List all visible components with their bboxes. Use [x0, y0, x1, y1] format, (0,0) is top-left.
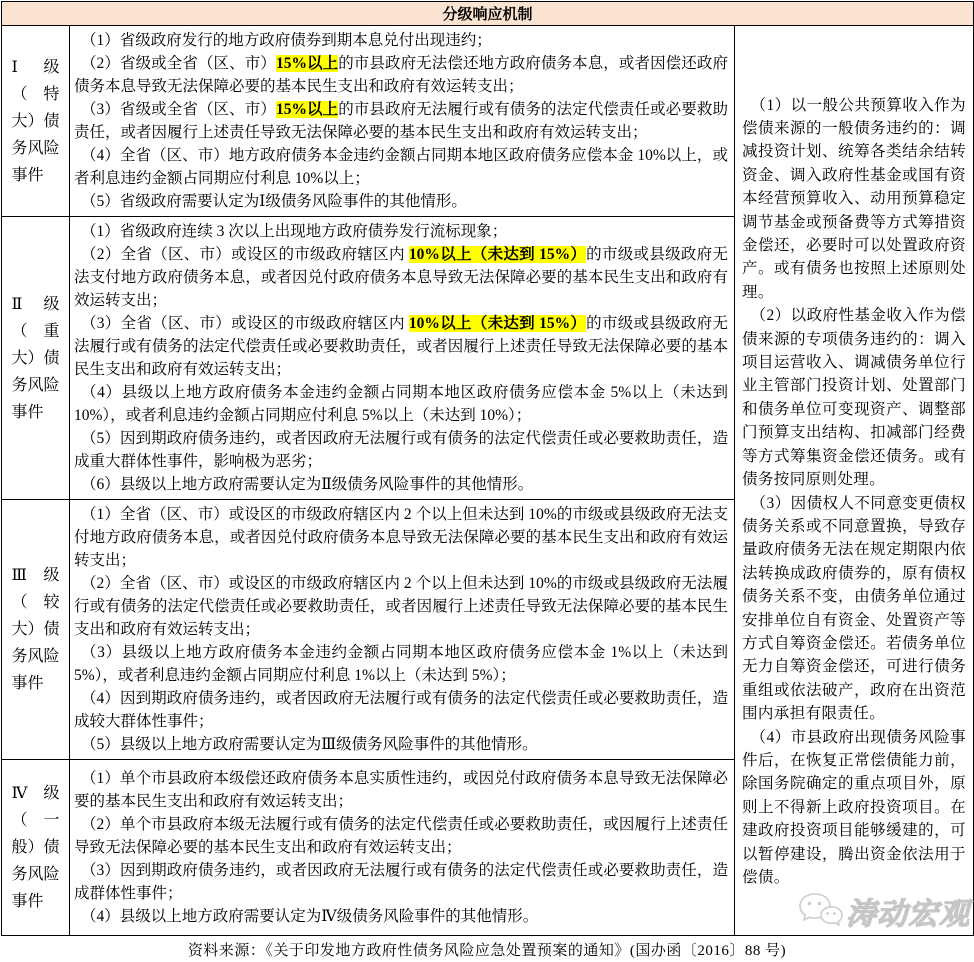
criteria-text: （5）省级政府需要认定为Ⅰ级债务风险事件的其他情形。 [80, 193, 467, 210]
criteria-text: （3）全省（区、市）或设区的市级政府辖区内 [80, 315, 409, 332]
criteria-text: （1）单个市县政府本级偿还政府债务本息实质性违约，或因兑付政府债务本息导致无法保障必要的基本民生支出和政府有效运转支出； [74, 770, 728, 810]
criteria-item [74, 905, 728, 928]
criteria-item [74, 190, 728, 213]
criteria-text: （4）县级以上地方政府需要认定为Ⅳ级债务风险事件的其他情形。 [80, 908, 539, 925]
criteria-cell [70, 217, 735, 500]
criteria-text: （1）省级政府发行的地方政府债券到期本息兑付出现违约； [80, 32, 492, 49]
criteria-text: （6）县级以上地方政府需要认定为Ⅱ级债务风险事件的其他情形。 [80, 476, 534, 493]
criteria-item [74, 733, 728, 756]
disposal-notes-cell [735, 26, 974, 936]
document-page [0, 1, 974, 959]
level-label-cell [2, 760, 70, 936]
criteria-item [74, 98, 728, 144]
criteria-item [74, 767, 728, 813]
criteria-text: （3）因到期政府债务违约，或者因政府无法履行或有债务的法定代偿责任或必要救助责任，造成群体性事件； [74, 862, 728, 902]
criteria-cell [70, 26, 735, 217]
highlighted-threshold: 15%以上 [275, 55, 339, 72]
criteria-cell [70, 760, 735, 936]
criteria-item [74, 243, 728, 312]
criteria-text: （4）县级以上地方政府债务本金违约金额占同期本地区政府债务应偿本金 5%以上（未达到 10%），或者利息违约金额占同期应付利息 5%以上（未达到 10%）； [74, 384, 728, 424]
criteria-text: （5）县级以上地方政府需要认定为Ⅲ级债务风险事件的其他情形。 [80, 736, 538, 753]
table-title: 分级响应机制 [2, 2, 974, 26]
criteria-text: （3）省级或全省（区、市） [80, 101, 276, 118]
criteria-item [74, 381, 728, 427]
criteria-text: （2）单个市县政府本级无法履行或有债务的法定代偿责任或必要救助责任，或因履行上述责任导致无法保障必要的基本民生支出和政府有效运转支出； [74, 816, 728, 856]
criteria-text: （2）全省（区、市）或设区的市级政府辖区内 [80, 246, 409, 263]
level-label: Ⅲ级（较大）债务风险事件 [11, 567, 60, 692]
criteria-item [74, 144, 728, 190]
criteria-item [74, 641, 728, 687]
criteria-item [74, 687, 728, 733]
note-item: （3）因债权人不同意变更债权债务关系或不同意置换，导致存量政府债务无法在规定期限内依法转换成政府债券的，原有债权债务关系不变，由债务单位通过安排单位自有资金、处置资产等方式自筹资金偿还。若债务单位无力自筹资金偿还，可进行债务重组或依法破产，政府在出资范围内承担有限责任。 [742, 494, 967, 723]
highlighted-threshold: 10%以上（未达到 15%） [408, 315, 587, 332]
criteria-text: 的市级或县级政府无法履行或有债务的法定代偿责任或必要救助责任，或者因履行上述责任导致无法保障必要的基本民生支出和政府有效运转支出； [74, 315, 728, 378]
criteria-text: （5）因到期政府债务违约，或者因政府无法履行或有债务的法定代偿责任或必要救助责任，造成重大群体性事件，影响极为恶劣； [74, 430, 728, 470]
level-label: Ⅰ级（特大）债务风险事件 [11, 58, 60, 184]
criteria-cell [70, 500, 735, 760]
criteria-item [74, 312, 728, 381]
graded-response-table [1, 1, 974, 936]
level-label-cell [2, 26, 70, 217]
criteria-text: 的市县政府无法偿还地方政府债务本息，或者因偿还政府债务本息导致无法保障必要的基本民生支出和政府有效运转支出； [74, 55, 728, 95]
criteria-item [74, 503, 728, 572]
criteria-item [74, 427, 728, 473]
criteria-text: （4）全省（区、市）地方政府债务本金违约金额占同期本地区政府债务应偿本金 10%以上，或者利息违约金额占同期应付利息 10%以上； [74, 147, 728, 187]
table-title-row [2, 2, 974, 26]
criteria-text: （4）因到期政府债务违约，或者因政府无法履行或有债务的法定代偿责任或必要救助责任，造成较大群体性事件； [74, 690, 728, 730]
level-label: Ⅱ级（重大）债务风险事件 [11, 295, 60, 421]
criteria-item [74, 859, 728, 905]
criteria-text: （2）全省（区、市）或设区的市级政府辖区内 2 个以上但未达到 10%的市级或县级政府无法履行或有债务的法定代偿责任或必要救助责任，或者因履行上述责任导致无法保障必要的基本民生支出和政府有效运转支出； [74, 575, 728, 638]
criteria-text: 的市级或县级政府无法支付地方政府债务本息，或者因兑付政府债务本息导致无法保障必要的基本民生支出和政府有效运转支出； [74, 246, 728, 309]
source-caption: 资料来源：《关于印发地方政府性债务风险应急处置预案的通知》(国办函〔2016〕88 号) [187, 943, 787, 959]
criteria-item [74, 29, 728, 52]
criteria-item [74, 813, 728, 859]
level-label-cell [2, 500, 70, 760]
criteria-text: （1）省级政府连续 3 次以上出现地方政府债券发行流标现象； [80, 223, 508, 240]
level-label: Ⅳ级（一般）债务风险事件 [11, 785, 60, 910]
note-item: （2）以政府性基金收入作为偿债来源的专项债务违约的：调入项目运营收入、调减债务单位行业主管部门投资计划、处置部门和债务单位可变现资产、调整部门预算支出结构、扣减部门经费等方式筹集资金偿还债务。或有债务按同原则处理。 [742, 307, 967, 489]
criteria-item [74, 220, 728, 243]
criteria-text: （1）全省（区、市）或设区的市级政府辖区内 2 个以上但未达到 10%的市级或县级政府无法支付地方政府债务本息，或者因兑付政府债务本息导致无法保障必要的基本民生支出和政府有效运转支出； [74, 506, 728, 569]
level-row-1 [2, 26, 974, 217]
criteria-text: （2）省级或全省（区、市） [80, 55, 276, 72]
criteria-item [74, 52, 728, 98]
highlighted-threshold: 10%以上（未达到 15%） [408, 246, 587, 263]
level-label-cell [2, 217, 70, 500]
criteria-text: （3）县级以上地方政府债务本金违约金额占同期本地区政府债务应偿本金 1%以上（未达到 5%），或者利息违约金额占同期应付利息 1%以上（未达到 5%）； [74, 644, 728, 684]
criteria-text: 的市县政府无法履行或有债务的法定代偿责任或必要救助责任，或者因履行上述责任导致无法保障必要的基本民生支出和政府有效运转支出； [74, 101, 728, 141]
criteria-item [74, 473, 728, 496]
note-item: （1）以一般公共预算收入作为偿债来源的一般债务违约的：调减投资计划、统筹各类结余结转资金、调入政府性基金或国有资本经营预算收入、动用预算稳定调节基金或预备费等方式筹措资金偿还，必要时可以处置政府资产。或有债务也按照上述原则处理。 [742, 96, 967, 301]
watermark-text: 涛动宏观 [846, 898, 970, 931]
criteria-item [74, 572, 728, 641]
note-item: （4）市县政府出现债务风险事件后，在恢复正常偿债能力前，除国务院确定的重点项目外，原则上不得新上政府投资项目。在建政府投资项目能够缓建的，可以暂停建设，腾出资金依法用于偿债。 [742, 728, 967, 886]
highlighted-threshold: 15%以上 [275, 101, 339, 118]
